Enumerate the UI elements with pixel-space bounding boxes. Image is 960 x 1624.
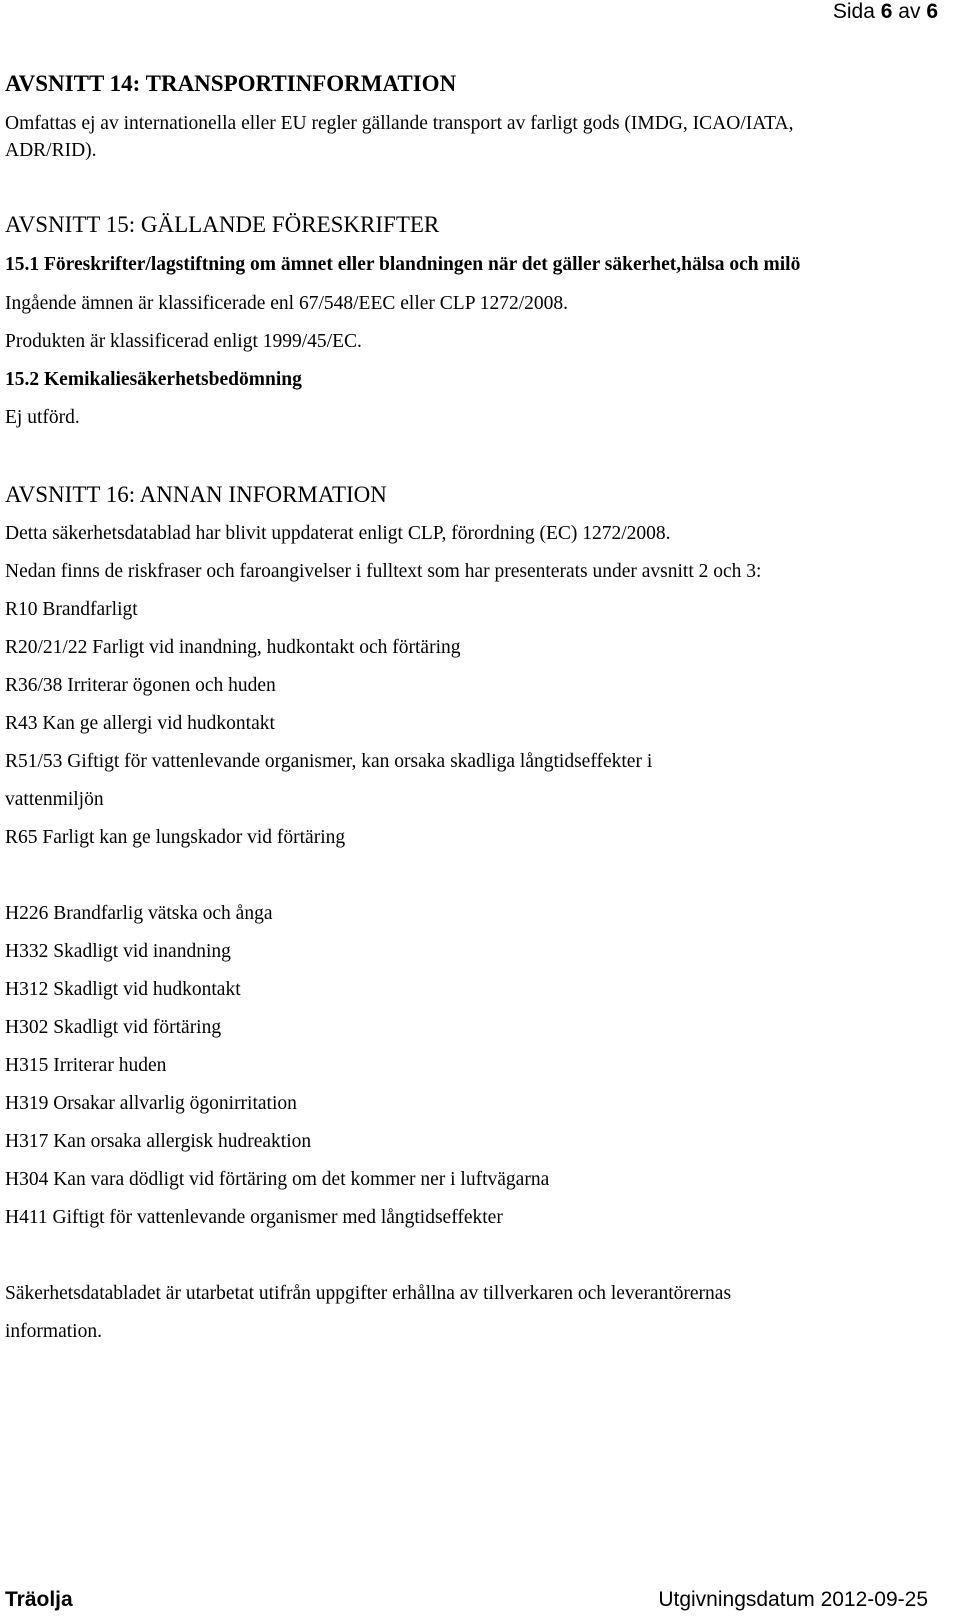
page-mid: av bbox=[898, 0, 921, 23]
r-phrase: vattenmiljön bbox=[5, 789, 104, 810]
page-current: 6 bbox=[880, 0, 893, 23]
section-14-line-2: ADR/RID). bbox=[5, 140, 97, 161]
section-15-title: AVSNITT 15: GÄLLANDE FÖRESKRIFTER bbox=[5, 212, 440, 237]
closing-line-1: Säkerhetsdatabladet är utarbetat utifrån uppgifter erhållna av tillverkaren och leverantörernas bbox=[5, 1283, 732, 1304]
r-phrase: R65 Farligt kan ge lungskador vid förtäring bbox=[5, 827, 346, 848]
section-16-line-1: Detta säkerhetsdatablad har blivit uppdaterat enligt CLP, förordning (EC) 1272/2008. bbox=[5, 523, 671, 544]
h-phrase: H302 Skadligt vid förtäring bbox=[5, 1017, 222, 1038]
section-16-title: AVSNITT 16: ANNAN INFORMATION bbox=[5, 482, 387, 507]
h-phrase: H332 Skadligt vid inandning bbox=[5, 941, 231, 962]
section-15-2-heading: 15.2 Kemikaliesäkerhetsbedömning bbox=[5, 369, 302, 390]
h-phrase: H226 Brandfarlig vätska och ånga bbox=[5, 903, 273, 924]
r-phrase: R43 Kan ge allergi vid hudkontakt bbox=[5, 713, 275, 734]
h-phrase: H319 Orsakar allvarlig ögonirritation bbox=[5, 1093, 297, 1114]
h-phrase: H312 Skadligt vid hudkontakt bbox=[5, 979, 241, 1000]
r-phrase: R51/53 Giftigt för vattenlevande organismer, kan orsaka skadliga långtidseffekter i bbox=[5, 751, 653, 772]
h-phrase: H304 Kan vara dödligt vid förtäring om det kommer ner i luftvägarna bbox=[5, 1169, 550, 1190]
closing-line-2: information. bbox=[5, 1321, 102, 1342]
footer-issue-date: Utgivningsdatum 2012-09-25 bbox=[658, 1588, 928, 1611]
section-15-line-3: Ej utförd. bbox=[5, 407, 80, 428]
section-16-line-2: Nedan finns de riskfraser och faroangivelser i fulltext som har presenterats under avsnitt 2 och 3: bbox=[5, 561, 762, 582]
r-phrase: R10 Brandfarligt bbox=[5, 599, 138, 620]
page-prefix: Sida bbox=[832, 0, 875, 23]
r-phrase: R36/38 Irriterar ögonen och huden bbox=[5, 675, 276, 696]
page-number bbox=[833, 0, 938, 24]
h-phrase: H317 Kan orsaka allergisk hudreaktion bbox=[5, 1131, 312, 1152]
section-14-title: AVSNITT 14: TRANSPORTINFORMATION bbox=[5, 71, 457, 96]
page-total: 6 bbox=[926, 0, 938, 23]
footer-company: Träolja bbox=[5, 1588, 73, 1611]
section-14-line-1: Omfattas ej av internationella eller EU regler gällande transport av farligt gods (IMDG, ICAO/IATA, bbox=[5, 113, 794, 134]
section-15-line-2: Produkten är klassificerad enligt 1999/45/EC. bbox=[5, 331, 362, 352]
h-phrase: H411 Giftigt för vattenlevande organismer med långtidseffekter bbox=[5, 1207, 503, 1228]
section-15-1-heading: 15.1 Föreskrifter/lagstiftning om ämnet eller blandningen när det gäller säkerhet,hälsa och milö bbox=[5, 254, 801, 275]
h-phrase: H315 Irriterar huden bbox=[5, 1055, 167, 1076]
section-15-line-1: Ingående ämnen är klassificerade enl 67/548/EEC eller CLP 1272/2008. bbox=[5, 293, 568, 314]
r-phrase: R20/21/22 Farligt vid inandning, hudkontakt och förtäring bbox=[5, 637, 461, 658]
